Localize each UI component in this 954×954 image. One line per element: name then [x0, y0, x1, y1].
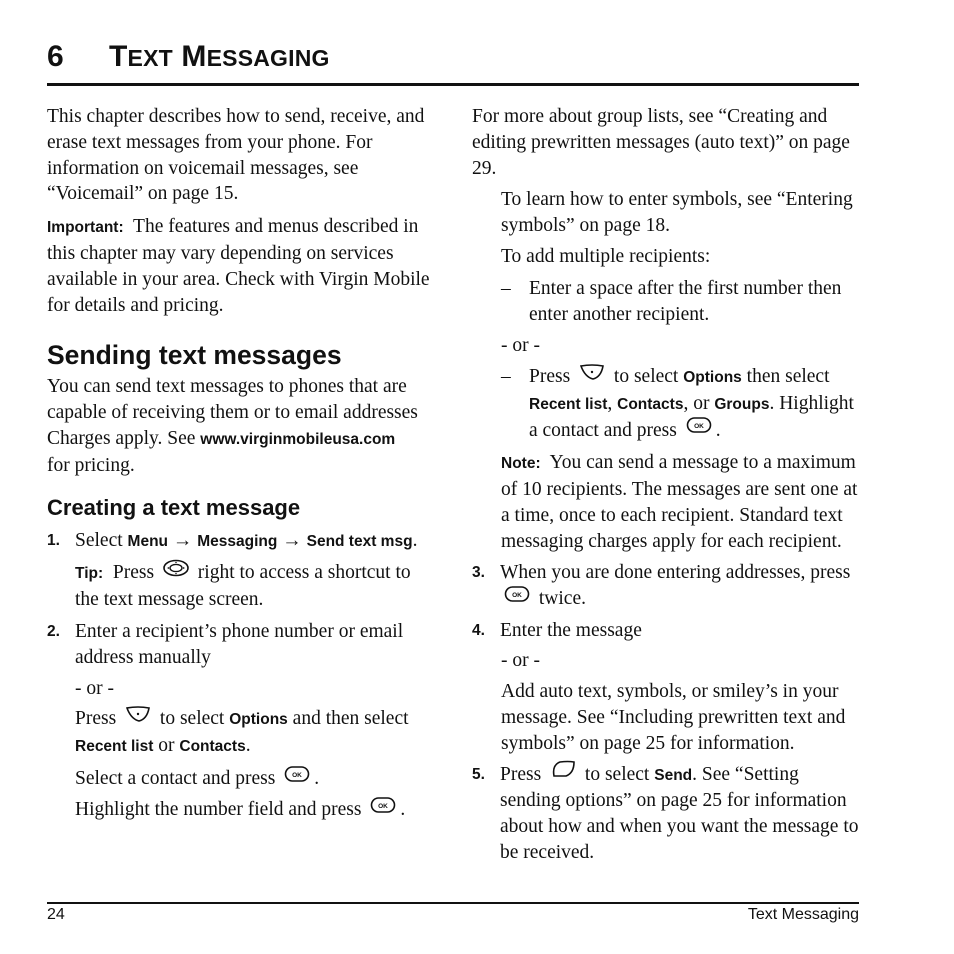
footer-rule — [47, 902, 859, 904]
highlight-number-paragraph — [47, 797, 432, 823]
left-softkey-icon — [579, 363, 605, 389]
dash-item-1 — [501, 276, 862, 328]
step-1 — [47, 528, 432, 555]
virgin-url: www.virginmobileusa.com — [200, 430, 396, 448]
period: . — [314, 767, 320, 789]
step-3 — [472, 560, 862, 612]
right-column — [472, 104, 862, 866]
auto-text-paragraph: Add auto text, symbols, or smiley’s in your message. See “Including prewritten text and symbols” on page 25 for information. — [501, 681, 846, 754]
page-number: 24 — [47, 906, 65, 923]
then-select-text: and then select — [292, 708, 409, 730]
creating-heading: Creating a text message — [47, 494, 301, 520]
step-5-number: 5. — [472, 765, 485, 783]
chapter-title-essaging: ESSAGING — [206, 45, 330, 71]
messaging-label: Messaging — [197, 532, 278, 550]
important-paragraph — [47, 214, 432, 318]
to-select-text: to select — [159, 708, 225, 730]
chapter-title-ext: EXT — [127, 45, 173, 71]
step-3-twice: twice. — [538, 588, 586, 610]
dash-item-2: – Press to select Options then select Recent list, Contacts, or Groups. Highlight a contact and press OK . — [501, 364, 862, 444]
options-label: Options — [229, 711, 288, 729]
multiple-recipients: To add multiple recipients: — [501, 245, 711, 267]
dash-bullet: – — [501, 277, 511, 299]
intro-paragraph: This chapter describes how to send, receive, and erase text messages from your phone. For information on voicemail messages, see “Voicemail” on page 15. — [47, 106, 425, 205]
note-label: Note: — [501, 455, 541, 473]
highlight-number-text: Highlight the number field and press — [75, 799, 362, 821]
sending-text-1: You can send text messages to phones that are capable of receiving them or to email addresses Charges apply. See — [47, 376, 418, 449]
press-text: Press — [500, 763, 542, 785]
svg-text:OK: OK — [693, 423, 704, 431]
arrow-icon: → — [172, 529, 193, 551]
sending-text-2: for pricing. — [47, 454, 135, 476]
note-text: You can send a message to a maximum of 10 recipients. The messages are sent one at a time, once to each recipient. Standard text messaging charges apply for each recipient. — [501, 452, 858, 552]
important-label: Important: — [47, 219, 124, 237]
step-1-number: 1. — [47, 531, 60, 549]
step-4-text: Enter the message — [500, 619, 642, 641]
dash-item-1-text: Enter a space after the first number then enter another recipient. — [529, 277, 842, 325]
left-softkey-icon — [125, 705, 151, 731]
chapter-heading — [47, 40, 330, 74]
dash-bullet: – — [501, 366, 511, 388]
select-contact-paragraph — [47, 766, 432, 792]
menu-label: Menu — [127, 532, 168, 550]
ok-key-icon — [370, 796, 396, 822]
svg-text:OK: OK — [378, 802, 389, 810]
sending-paragraph — [47, 374, 432, 478]
header-rule — [47, 83, 859, 86]
ok-key-icon — [504, 585, 530, 611]
period: . — [400, 799, 406, 821]
ok-key-icon — [284, 765, 310, 791]
step-1-select: Select — [75, 529, 123, 551]
sending-heading: Sending text messages — [47, 340, 342, 371]
send-label: Send — [654, 766, 693, 784]
step-3-number: 3. — [472, 564, 485, 582]
groups-label: Groups — [714, 395, 770, 413]
nav-key-icon — [163, 559, 189, 585]
send-text-msg-label: Send text msg — [306, 532, 413, 550]
to-select-text: to select — [584, 763, 650, 785]
press-text: Press — [529, 366, 571, 388]
chapter-title-initial-t: T — [109, 40, 128, 73]
step-2-text: Enter a recipient’s phone number or email address manually — [75, 620, 404, 668]
step-4-number: 4. — [472, 621, 485, 639]
contacts-label: Contacts — [179, 738, 246, 756]
step-5 — [472, 762, 862, 866]
or-separator: - or - — [75, 677, 114, 699]
or-separator: - or - — [501, 650, 540, 672]
press-options-paragraph — [47, 706, 432, 760]
note-paragraph — [472, 450, 862, 554]
arrow-icon: → — [282, 529, 302, 551]
right-softkey-icon — [550, 760, 576, 786]
or-word: , or — [683, 392, 710, 414]
period: . — [245, 735, 251, 757]
highlight-contact-text: . Highlight a contact and press — [529, 392, 854, 441]
important-text: The features and menus described in this chapter may vary depending on services available in your area. Check with Virgin Mobile for details and pricing. — [47, 216, 430, 316]
step-1-period: . — [412, 529, 418, 551]
tip-label: Tip: — [75, 565, 104, 583]
chapter-title-initial-m: M — [181, 40, 207, 73]
or-word: or — [158, 735, 175, 757]
symbols-paragraph: To learn how to enter symbols, see “Entering symbols” on page 18. — [501, 189, 853, 237]
chapter-number: 6 — [47, 40, 64, 73]
options-label: Options — [683, 369, 742, 387]
step-2 — [47, 619, 432, 671]
press-text: Press — [75, 708, 117, 730]
group-lists-paragraph: For more about group lists, see “Creating and editing prewritten messages (auto text)” on page 29. — [472, 106, 850, 179]
ok-key-icon — [686, 416, 712, 442]
or-separator: - or - — [501, 335, 540, 357]
svg-text:OK: OK — [512, 591, 522, 599]
step-4 — [472, 618, 862, 644]
tip-paragraph — [47, 560, 432, 613]
step-3-text: When you are done entering addresses, press — [500, 562, 851, 584]
tip-rest: right to access a shortcut to the text message screen. — [75, 562, 411, 611]
contacts-label: Contacts — [617, 395, 684, 413]
step-5-rest: . See “Setting sending options” on page 25 for information about how and when you want the message to be received. — [500, 763, 859, 863]
step-2-number: 2. — [47, 622, 60, 640]
to-select-text: to select — [613, 366, 679, 388]
footer-section-title: Text Messaging — [747, 906, 859, 923]
then-select-text: then select — [746, 366, 830, 388]
recent-list-label: Recent list — [529, 395, 608, 413]
left-column — [47, 104, 432, 824]
select-contact-text: Select a contact and press — [75, 767, 276, 789]
tip-press: Press — [112, 562, 155, 584]
svg-text:OK: OK — [292, 771, 303, 779]
recent-list-label: Recent list — [75, 738, 154, 756]
